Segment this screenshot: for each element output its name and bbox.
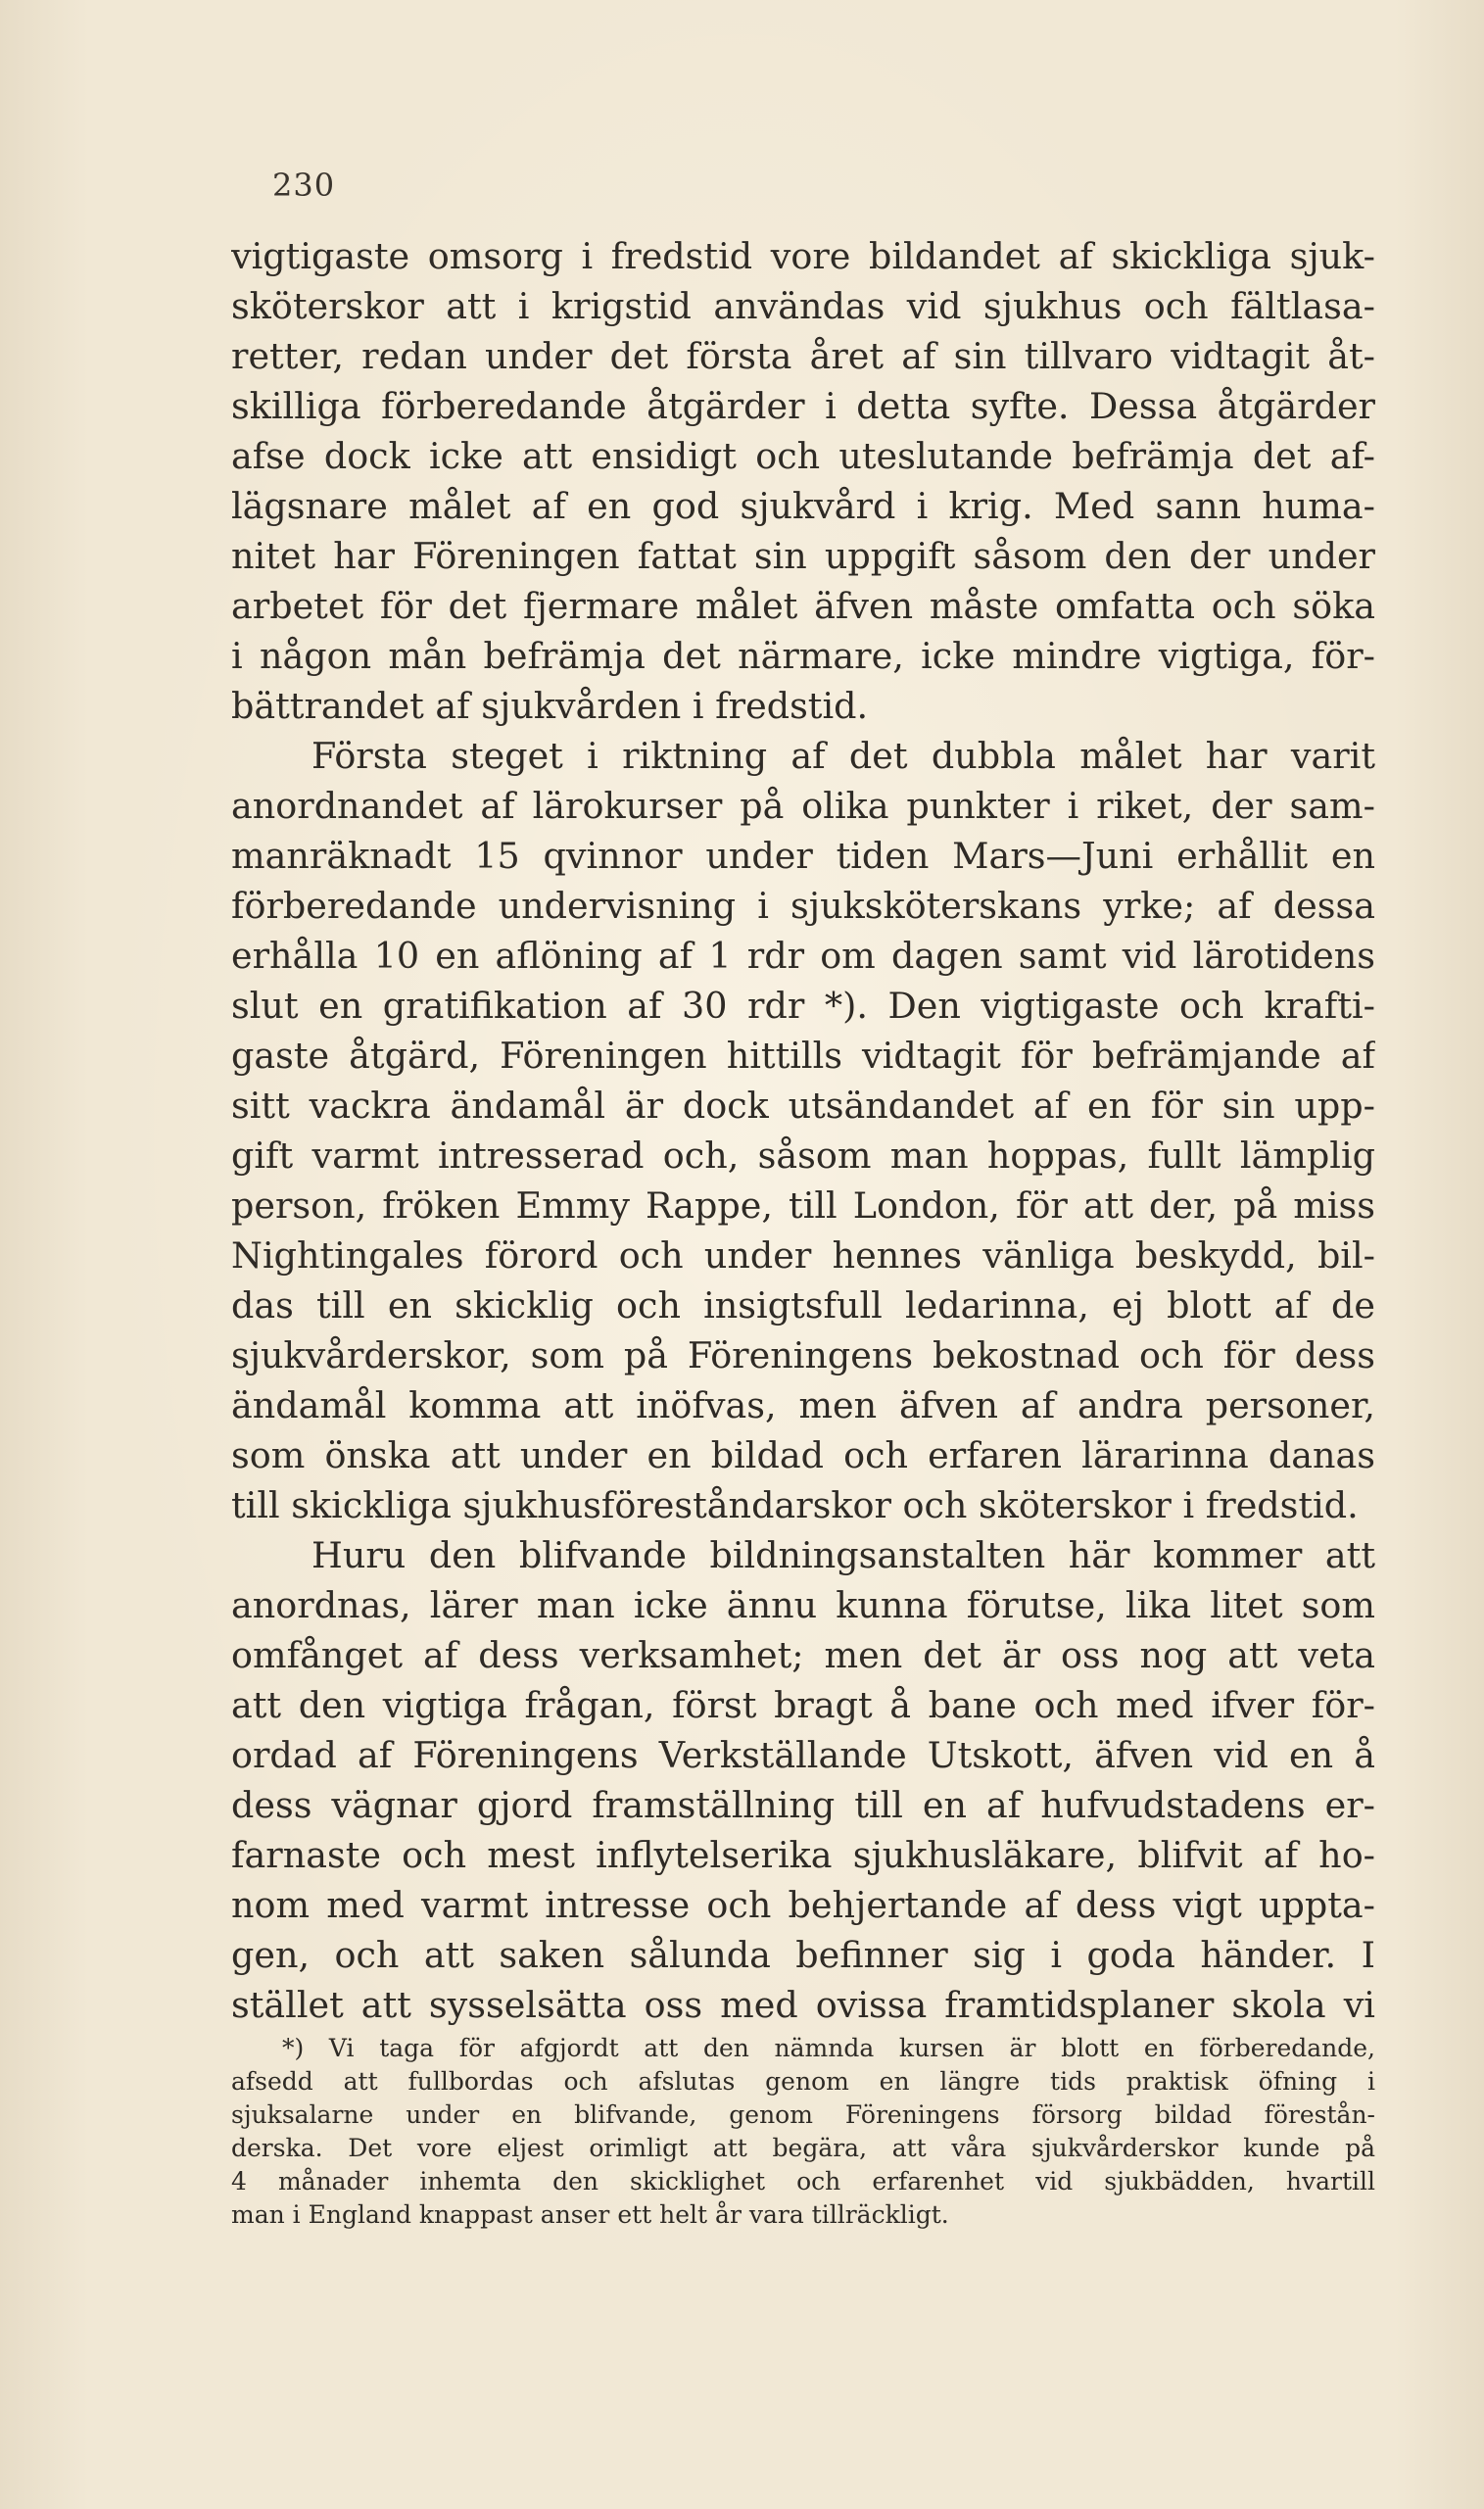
- text-line: att den vigtiga frågan, först bragt å bane och med ifver för-: [231, 1684, 1375, 1726]
- text-line: sjukvårderskor, som på Föreningens bekostnad och för dess: [231, 1334, 1375, 1376]
- text-line: erhålla 10 en aflöning af 1 rdr om dagen samt vid lärotidens: [231, 935, 1375, 977]
- text-line: nom med varmt intresse och behjertande af dess vigt uppta-: [231, 1884, 1375, 1926]
- text-line: gift varmt intresserad och, såsom man hoppas, fullt lämplig: [231, 1134, 1375, 1177]
- text-line: sköterskor att i krigstid användas vid sjukhus och fältlasa-: [231, 285, 1375, 327]
- text-line: Huru den blifvande bildningsanstalten här kommer att: [311, 1534, 1375, 1576]
- text-line: das till en skicklig och insigtsfull ledarinna, ej blott af de: [231, 1284, 1375, 1327]
- text-line: ordad af Föreningens Verkställande Utskott, äfven vid en å: [231, 1734, 1375, 1776]
- footnote-line: afsedd att fullbordas och afslutas genom en längre tids praktisk öfning i: [231, 2067, 1375, 2096]
- text-line: förberedande undervisning i sjuksköterskans yrke; af dessa: [231, 885, 1375, 927]
- text-line: arbetet för det fjermare målet äfven måste omfatta och söka: [231, 585, 1375, 627]
- body-text: [231, 231, 1375, 2030]
- text-line: skilliga förberedande åtgärder i detta syfte. Dessa åtgärder: [231, 385, 1375, 427]
- text-line: i någon mån befrämja det närmare, icke mindre vigtiga, för-: [231, 635, 1375, 677]
- page-number: 230: [272, 167, 336, 204]
- text-line: lägsnare målet af en god sjukvård i krig. Med sann huma-: [231, 485, 1375, 527]
- text-line: bättrandet af sjukvården i fredstid.: [231, 685, 869, 727]
- text-line: gen, och att saken sålunda befinner sig i goda händer. I: [231, 1934, 1375, 1976]
- text-line: dess vägnar gjord framställning till en af hufvudstadens er-: [231, 1784, 1375, 1826]
- text-line: retter, redan under det första året af sin tillvaro vidtagit åt-: [231, 335, 1375, 377]
- text-line: vigtigaste omsorg i fredstid vore bildandet af skickliga sjuk-: [231, 235, 1375, 277]
- text-line: ändamål komma att inöfvas, men äfven af andra personer,: [231, 1384, 1375, 1426]
- footnote-line: 4 månader inhemta den skicklighet och erfarenhet vid sjukbädden, hvartill: [231, 2167, 1375, 2195]
- text-line: stället att sysselsätta oss med ovissa framtidsplaner skola vi: [231, 1984, 1375, 2026]
- text-line: person, fröken Emmy Rappe, till London, för att der, på miss: [231, 1184, 1375, 1227]
- text-line: omfånget af dess verksamhet; men det är oss nog att veta: [231, 1634, 1375, 1676]
- text-line: till skickliga sjukhusföreståndarskor och sköterskor i fredstid.: [231, 1484, 1359, 1526]
- footnote-line: *) Vi taga för afgjordt att den nämnda kursen är blott en förberedande,: [282, 2034, 1375, 2062]
- text-line: afse dock icke att ensidigt och uteslutande befrämja det af-: [231, 435, 1375, 477]
- text-line: Första steget i riktning af det dubbla målet har varit: [311, 735, 1375, 777]
- text-line: anordnandet af lärokurser på olika punkter i riket, der sam-: [231, 785, 1375, 827]
- text-line: farnaste och mest inflytelserika sjukhusläkare, blifvit af ho-: [231, 1834, 1375, 1876]
- text-line: slut en gratifikation af 30 rdr *). Den vigtigaste och krafti-: [231, 985, 1375, 1027]
- text-line: som önska att under en bildad och erfaren lärarinna danas: [231, 1434, 1375, 1476]
- text-line: gaste åtgärd, Föreningen hittills vidtagit för befrämjande af: [231, 1035, 1375, 1077]
- footnote-line: derska. Det vore eljest orimligt att begära, att våra sjukvårderskor kunde på: [231, 2134, 1375, 2162]
- footnote-line: man i England knappast anser ett helt år vara tillräckligt.: [231, 2200, 949, 2229]
- footnote-line: sjuksalarne under en blifvande, genom Föreningens försorg bildad förestån-: [231, 2100, 1375, 2129]
- footnote: [231, 2032, 1375, 2232]
- text-line: manräknadt 15 qvinnor under tiden Mars—Juni erhållit en: [231, 835, 1375, 877]
- text-line: Nightingales förord och under hennes vänliga beskydd, bil-: [231, 1234, 1375, 1277]
- text-line: nitet har Föreningen fattat sin uppgift såsom den der under: [231, 535, 1375, 577]
- text-line: anordnas, lärer man icke ännu kunna förutse, lika litet som: [231, 1584, 1375, 1626]
- text-line: sitt vackra ändamål är dock utsändandet af en för sin upp-: [231, 1085, 1375, 1127]
